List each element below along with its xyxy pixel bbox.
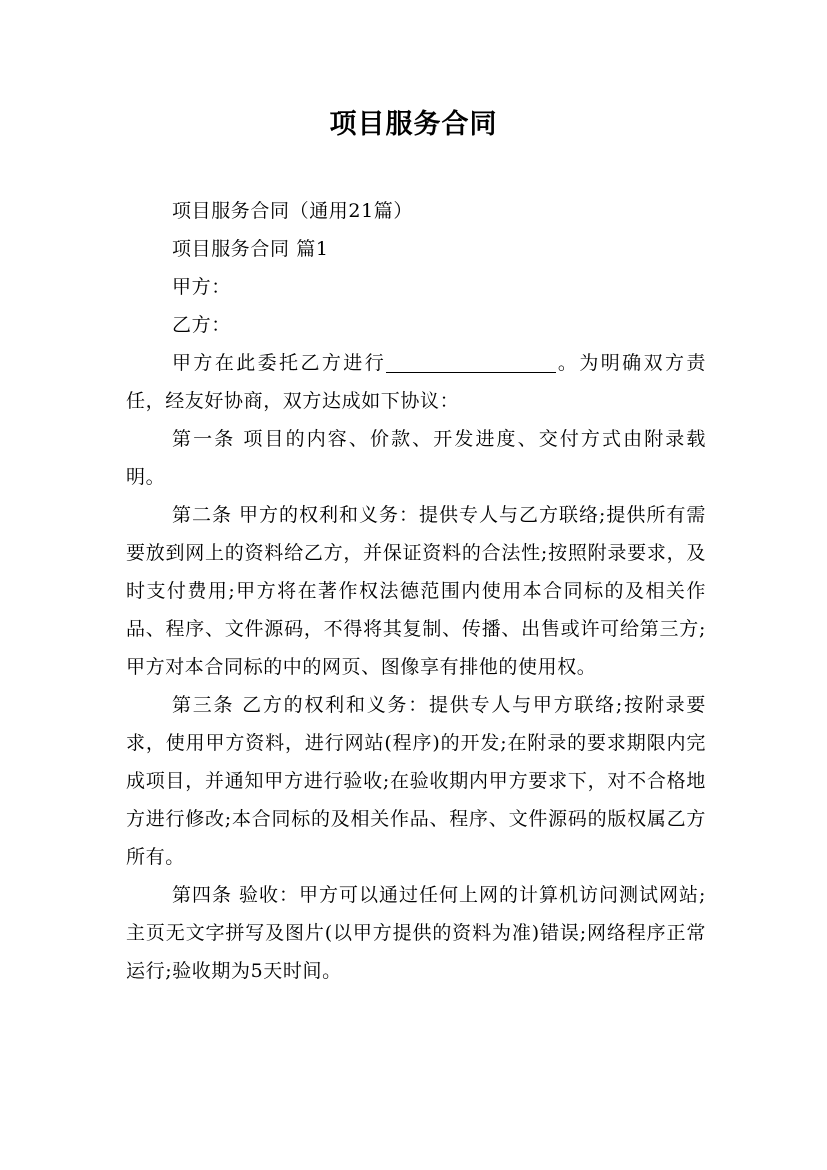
section-title: 项目服务合同 篇1	[172, 238, 329, 260]
article-1: 第一条 项目的内容、价款、开发进度、交付方式由附录载明。	[126, 428, 706, 488]
intro-text-before-blank: 甲方在此委托乙方进行	[172, 352, 387, 374]
document-title: 项目服务合同	[329, 109, 498, 140]
party-a-label: 甲方：	[172, 276, 231, 298]
party-b-label: 乙方：	[172, 314, 231, 336]
subtitle: 项目服务合同（通用21篇）	[172, 200, 413, 222]
article-3: 第三条 乙方的权利和义务：提供专人与甲方联络;按附录要求，使用甲方资料，进行网站(程序)的开发;在附录的要求期限内完成项目，并通知甲方进行验收;在验收期内甲方要求下，对不合格地方进行修改;本合同标的及相关作品、程序、文件源码的版权属乙方所有。	[126, 694, 706, 868]
fill-in-blank	[386, 350, 556, 373]
document-body	[126, 192, 706, 990]
intro-paragraph	[126, 344, 706, 420]
article-2: 第二条 甲方的权利和义务：提供专人与乙方联络;提供所有需要放到网上的资料给乙方，并保证资料的合法性;按照附录要求，及时支付费用;甲方将在著作权法德范围内使用本合同标的及相关作品、程序、文件源码，不得将其复制、传播、出售或许可给第三方;甲方对本合同标的中的网页、图像享有排他的使用权。	[126, 504, 706, 678]
intro-text-after-blank: 。为明确双方责任，经友好协商，双方达成如下协议：	[126, 352, 706, 412]
article-4: 第四条 验收：甲方可以通过任何上网的计算机访问测试网站;主页无文字拼写及图片(以甲方提供的资料为准)错误;网络程序正常运行;验收期为5天时间。	[126, 884, 706, 982]
